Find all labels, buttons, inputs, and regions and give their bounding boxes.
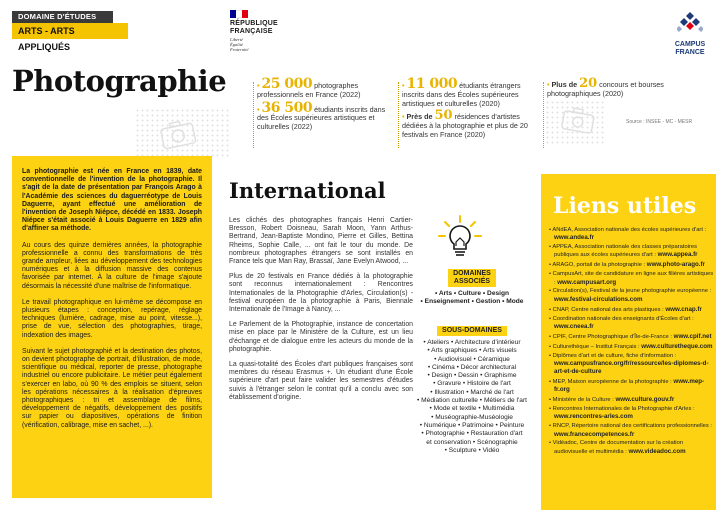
intro-paragraph: Le travail photographique en lui-même se décompose en plusieurs étapes : conception, repérage, réglage techniques (lumière, cadrage, mise au point, vitesse...), prise de vue, sélection des photographies, tirage, indexation des images.	[22, 298, 202, 339]
stats-separator	[398, 82, 399, 148]
link-description: Vidéadoc, Centre de documentation sur la création audiovisuelle et multimédia :	[552, 440, 684, 455]
link-url[interactable]: www.cneea.fr	[554, 322, 594, 330]
intro-paragraph: Suivant le sujet photographié et la destination des photos, on devient photographe de portrait, d'illustration, de mode, scientifique ou médical, reporter de presse, photographe industriel ou encore publicitaire. Le métier peut également s'exercer en labo, où 90 % des emplois se situent, selon les opérations nécessaires à la réalisation d'épreuves photographiques : tri et assemblage de films, développement de négatifs, développement des positifs sur papier ou diapositives, opérations de finition (vérification, calibrage, mise en sachet, ...).	[22, 347, 202, 429]
link-description: Circulation(s), Festival de la jeune photographie européenne :	[552, 288, 712, 295]
link-url[interactable]: www.videadoc.com	[628, 447, 686, 455]
international-heading: International	[229, 178, 386, 203]
link-item	[549, 440, 714, 456]
link-url[interactable]: www.cnap.fr	[665, 305, 702, 313]
link-description: Rencontres Internationales de la Photographie d'Arles :	[552, 406, 695, 413]
link-url[interactable]: www.andea.fr	[554, 234, 594, 242]
stat-number: 50	[434, 108, 453, 124]
link-url[interactable]: www.photo-arago.fr	[646, 261, 705, 269]
link-description: Diplômes d'art et de culture, fiche d'information :	[552, 352, 677, 359]
international-paragraph: Plus de 20 festivals en France dédiés à la photographie sont reconnus internationalement : Rencontres Internationales de la Photographie d'Arles, Circulation(s) - festival européen de la photographie à Paris, Biennale Internationale de l'Image à Nancy, ...	[229, 273, 413, 314]
intro-paragraph: Au cours des quinze dernières années, la photographie professionnelle a connu des transformations de très grande ampleur, liées au développement des technologies numériques et à la diffusion massive des contenus favorisée par internet. À la culture de l'image s'ajoute désormais la nécessité d'une maîtrise de l'informatique.	[22, 241, 202, 290]
link-item	[549, 378, 714, 395]
stat-text: résidences d'artistes dédiées à la photographie et plus de 20 festivals en France (2020)	[402, 112, 528, 139]
link-url[interactable]: www.cpif.net	[673, 332, 712, 340]
link-url[interactable]: www.francecompetences.fr	[554, 430, 635, 438]
stats-column-1	[257, 76, 392, 136]
liens-list	[549, 227, 714, 458]
stat-text: photographes professionnels en France (2022)	[257, 81, 361, 99]
stats-separator	[543, 82, 544, 148]
link-description: ANdEA, Association nationale des écoles supérieures d'art :	[552, 227, 707, 233]
link-url[interactable]: www.rencontres-arles.com	[554, 413, 633, 421]
intro-lead: La photographie est née en France en 1839, date conventionnelle de l'invention de la photographie. Il s'agit de la date de présentation par François Arago à l'Académie des sciences du daguerréotype de Louis Daguerre, ayant effectué une amélioration de l'invention de Joseph Niépce, décédé en 1833. Joseph Niépce s'était associé à Louis Daguerre en 1829 afin d'affiner sa méthode.	[22, 168, 202, 233]
rf-name: RÉPUBLIQUE FRANÇAISE	[230, 20, 278, 35]
stat-students: • 36 500 étudiants inscrits dans des Écoles supérieures artistiques et culturelles (2022)	[257, 99, 386, 132]
rf-motto: Liberté Égalité Fraternité	[230, 37, 249, 52]
stat-text: étudiants inscrits dans des Écoles supérieures artistiques et culturelles (2022)	[257, 104, 386, 132]
stat-prefix: Près de	[406, 112, 435, 122]
link-item	[549, 227, 714, 243]
page-title: Photographie	[12, 64, 227, 98]
link-description: CNAP, Centre national des arts plastiques :	[552, 306, 666, 313]
link-description: Culturethèque – Institut Français :	[552, 343, 642, 350]
link-description: CPIF, Centre Photographique d'Île-de-France :	[552, 333, 674, 340]
link-description: APPEA, Association nationale des classes préparatoires publiques aux écoles supérieures d'art :	[552, 244, 698, 259]
sous-domaines-list: • Ateliers • Architecture d'intérieur • Arts graphiques • Arts visuels • Audiovisuel • Céramique • Cinéma • Décor architectural • Design • Dessin • Graphisme • Gravure • Histoire de l'art • Illustration • Marché de l'art • Médiation culturelle • Métiers de l'art • Mode et textile • Multimédia • Muséographie-Muséologie • Numérique • Patrimoine • Peinture • Photographie • Restauration d'art et conservation • Scénographie • Sculpture • Vidéo	[417, 339, 527, 454]
link-url[interactable]: www.culturetheque.com	[641, 342, 713, 350]
link-url[interactable]: www.culture.gouv.fr	[615, 396, 675, 404]
link-description: CampusArt, site de candidature en ligne aux filières artistiques :	[552, 271, 714, 286]
stat-number: 36 500	[261, 99, 313, 116]
stats-column-3	[547, 76, 709, 103]
link-url[interactable]: www.campusart.org	[557, 278, 617, 286]
link-url[interactable]: www.festival-circulations.com	[554, 295, 643, 303]
link-item	[549, 261, 714, 269]
stat-prefix: Plus de	[551, 80, 580, 89]
campus-france-name: CAMPUS FRANCE	[674, 41, 706, 56]
stats-source: Source : INSEE - MC - MESR	[626, 119, 693, 125]
sous-domaines	[416, 326, 528, 455]
stat-photographers: • 25 000 photographes professionnels en France (2022)	[257, 76, 361, 99]
camera-outline-icon	[560, 106, 596, 136]
stat-foreign-students: • 11 000 étudiants étrangers inscrits dans des Écoles supérieures artistiques et culturelles (2020)	[402, 76, 521, 108]
international-text	[229, 217, 413, 409]
international-paragraph: La quasi-totalité des Écoles d'art publiques françaises sont membres du réseau Erasmus +. Un étudiant d'une École supérieure d'art peut faire valider les semestres d'études suivis à l'étranger selon le contrat qu'il a conclu avec son établissement d'origine.	[229, 361, 413, 401]
republique-francaise-logo	[230, 10, 290, 52]
stat-text: étudiants étrangers inscrits dans des Écoles supérieures artistiques et culturelles (2020)	[402, 81, 521, 108]
link-item	[549, 406, 714, 422]
link-description: MEP, Maison européenne de la photographie :	[552, 378, 674, 385]
link-url[interactable]: www.campusfrance.org/fr/ressource/les-diplomes-d-art-et-de-culture	[554, 359, 709, 376]
domaines-list: • Arts • Culture • Design • Enseignement • Gestion • Mode	[420, 290, 524, 306]
stats-column-2	[402, 76, 537, 144]
link-description: Ministère de la Culture :	[552, 397, 616, 404]
international-paragraph: Le Parlement de la Photographie, instance de concertation mise en place par le Ministère de la Culture, est un lieu d'échange et de dialogue entre les acteurs du monde de la photographie.	[229, 321, 413, 353]
stat-text: concours et bourses photographiques (2020)	[547, 80, 664, 98]
intro-panel	[12, 156, 212, 498]
domaine-label: DOMAINE D'ÉTUDES	[12, 11, 113, 23]
liens-heading: Liens utiles	[553, 193, 697, 219]
link-description: RNCP, Répertoire national des certifications professionnelles :	[552, 423, 713, 430]
link-item	[549, 288, 714, 304]
link-item	[549, 271, 714, 287]
french-flag-icon	[230, 10, 248, 18]
camera-outline-icon	[158, 118, 198, 152]
link-item	[549, 423, 714, 439]
stat-number: 20	[579, 76, 598, 91]
domaines-associes	[416, 269, 528, 307]
stat-contests: • Plus de 20 concours et bourses photographiques (2020)	[547, 76, 664, 98]
arts-label: ARTS - ARTS APPLIQUÉS	[12, 23, 128, 39]
link-item	[549, 333, 714, 341]
campus-france-logo	[665, 12, 715, 57]
stat-residences: • Près de 50 résidences d'artistes dédiées à la photographie et plus de 20 festivals en France (2020)	[402, 108, 528, 139]
link-item	[549, 396, 714, 404]
link-url[interactable]: www.appea.fr	[657, 251, 698, 259]
link-item	[549, 343, 714, 351]
link-item	[549, 316, 714, 332]
stats-separator	[253, 82, 254, 148]
link-item	[549, 353, 714, 377]
stat-number: 11 000	[406, 76, 458, 92]
link-description: ARAGO, portail de la photographie :	[552, 262, 647, 269]
international-paragraph: Les clichés des photographes français Henri Cartier-Bresson, Robert Doisneau, Sarah Moon, Yann Arthus-Bertrand, Jean-Baptiste Mondino, Pierre et Gilles, Bettina Rheims, Sophie Calle, ... ont fait le tour du monde. De nombreux photographes étrangers se sont installés en France tels que Man Ray, Brassaï, Jane Evelyn Atwood, ...	[229, 217, 413, 266]
link-description: Coordination nationale des enseignants d'Écoles d'art :	[552, 315, 694, 322]
link-url[interactable]: www.mep-fr.org	[554, 377, 705, 394]
campus-france-mark-icon	[677, 12, 703, 34]
sous-domaines-tag: SOUS-DOMAINES	[437, 326, 507, 336]
domaines-tag: DOMAINES ASSOCIÉS	[448, 269, 496, 287]
link-item	[549, 306, 714, 314]
link-item	[549, 244, 714, 260]
stat-number: 25 000	[261, 76, 313, 92]
lightbulb-icon	[436, 214, 484, 262]
